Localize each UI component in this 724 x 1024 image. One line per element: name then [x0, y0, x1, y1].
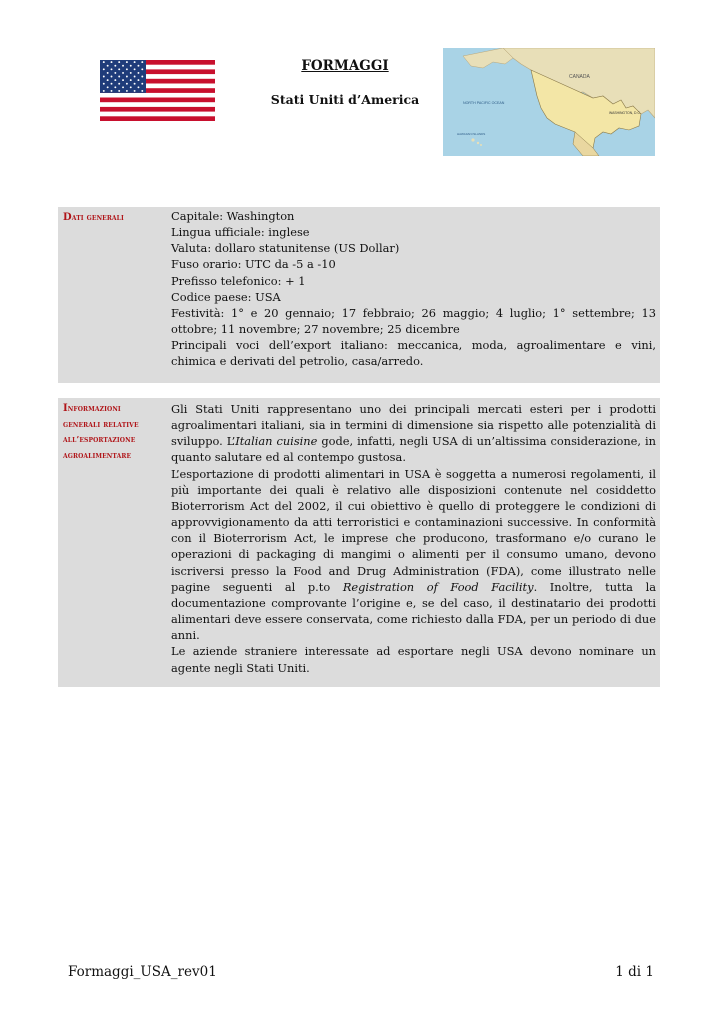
- flag-star: [130, 79, 132, 81]
- flag-star: [103, 76, 105, 78]
- page-number: 1 di 1: [615, 964, 654, 980]
- export-info-label: [58, 398, 164, 687]
- export-info-label-text: nformazioni generali relative all’esportazione agroalimentare: [63, 403, 139, 460]
- paragraph-text: L’esportazione di prodotti alimentari in USA è soggetta a numerosi regolamenti, il più importante dei quali è relativo alle disposizioni contenute nel cosiddetto Bioterrorism Act del 2002, il cui obiettivo è quello di proteggere le condizioni di approvvigionamento da atti terroristici e contaminazioni successive. In conformità con il Bioterrorism Act, le imprese che producono, trasformano e/o curano le operazioni di packaging di mangimi o alimenti per il consumo umano, devono iscriversi presso la Food and Drug Administration (FDA), come illustrato nelle pagine seguenti al p.to: [171, 466, 656, 594]
- map-label-hawaii: HAWAIIAN ISLANDS: [457, 132, 486, 136]
- flag-star: [111, 90, 113, 92]
- flag-star: [114, 65, 116, 67]
- flag-star: [118, 61, 120, 63]
- flag-star: [141, 90, 143, 92]
- flag-star: [122, 79, 124, 81]
- flag-star: [107, 65, 109, 67]
- flag-star: [138, 86, 140, 88]
- document-subtitle: Stati Uniti d’America: [270, 92, 420, 107]
- export-items-line: Principali voci dell’export italiano: meccanica, moda, agroalimentare e vini, chimica e derivati del petrolio, casa/arredo.: [171, 338, 656, 369]
- flag-star: [141, 76, 143, 78]
- paragraph-text: Gli Stati Uniti rappresentano uno dei principali mercati esteri per i prodotti agroalimentari italiani, sia in termini di dimensione sia rispetto alle potenzialità di sviluppo. L’: [171, 402, 656, 449]
- flag-star: [103, 68, 105, 70]
- export-paragraph-2: [171, 466, 656, 644]
- flag-star: [134, 76, 136, 78]
- flag-star: [118, 76, 120, 78]
- flag-star: [118, 90, 120, 92]
- flag-star: [114, 86, 116, 88]
- flag-star: [118, 68, 120, 70]
- flag-star: [130, 65, 132, 67]
- flag-star: [122, 72, 124, 74]
- holidays-line: Festività: 1° e 20 gennaio; 17 febbraio; 26 maggio; 4 luglio; 1° settembre; 13 ottobre; 11 novembre; 27 novembre; 25 dicembre: [171, 305, 656, 337]
- registration-reference: Registration of Food Facility: [342, 579, 534, 594]
- flag-star: [103, 90, 105, 92]
- country-code-line: Codice paese: USA: [171, 289, 281, 304]
- map-label-ocean: NORTH PACIFIC OCEAN: [463, 101, 505, 105]
- flag-star: [138, 79, 140, 81]
- flag-star: [122, 86, 124, 88]
- us-flag-icon: [100, 60, 215, 121]
- flag-star: [103, 61, 105, 63]
- flag-star: [111, 76, 113, 78]
- flag-star: [134, 90, 136, 92]
- paragraph-text: gode, infatti, negli USA di un’altissima considerazione, in quanto salutare ed al contempo gustosa.: [171, 434, 657, 465]
- map-label-washington: WASHINGTON, D.C.: [609, 111, 641, 115]
- export-info-label-initial: I: [63, 403, 68, 414]
- flag-star: [103, 83, 105, 85]
- phone-prefix-line: Prefisso telefonico: + 1: [171, 273, 306, 288]
- flag-star: [107, 86, 109, 88]
- flag-star: [114, 72, 116, 74]
- document-id: Formaggi_USA_rev01: [68, 964, 217, 980]
- general-data-label-text: ati generali: [71, 212, 124, 222]
- flag-star: [141, 68, 143, 70]
- flag-star: [126, 76, 128, 78]
- flag-star: [111, 68, 113, 70]
- currency-line: Valuta: dollaro statunitense (US Dollar): [171, 241, 400, 256]
- flag-star: [138, 72, 140, 74]
- flag-star: [126, 90, 128, 92]
- document-title: FORMAGGI: [301, 58, 389, 74]
- flag-star: [111, 83, 113, 85]
- flag-star: [126, 61, 128, 63]
- flag-star: [126, 68, 128, 70]
- flag-star: [126, 83, 128, 85]
- paragraph-text: . Inoltre, tutta la documentazione comprovante l’origine e, se del caso, il destinatario dei prodotti alimentari deve essere conservata, come richiesto dalla FDA, per un periodo di due anni.: [171, 579, 657, 643]
- flag-star: [141, 61, 143, 63]
- north-america-map: [443, 48, 655, 156]
- flag-star: [130, 72, 132, 74]
- flag-star: [111, 61, 113, 63]
- general-data-section: [58, 207, 660, 383]
- flag-star: [141, 83, 143, 85]
- flag-star: [122, 65, 124, 67]
- export-info-body: [164, 398, 660, 687]
- italian-cuisine-term: Italian cuisine: [235, 434, 318, 449]
- flag-star: [134, 61, 136, 63]
- export-paragraph-3: Le aziende straniere interessate ad esportare negli USA devono nominare un agente negli Stati Uniti.: [171, 644, 656, 675]
- flag-star: [134, 83, 136, 85]
- general-data-body: [164, 207, 660, 383]
- flag-star: [138, 65, 140, 67]
- flag-star: [107, 79, 109, 81]
- flag-star: [107, 72, 109, 74]
- export-paragraph-1: [171, 401, 656, 466]
- map-label-canada: CANADA: [569, 74, 590, 80]
- export-info-section: [58, 398, 660, 687]
- language-line: Lingua ufficiale: inglese: [171, 225, 310, 240]
- general-data-label-initial: D: [63, 212, 72, 223]
- flag-star: [134, 68, 136, 70]
- flag-star: [130, 86, 132, 88]
- capital-line: Capitale: Washington: [171, 209, 295, 223]
- flag-star: [118, 83, 120, 85]
- timezone-line: Fuso orario: UTC da -5 a -10: [171, 257, 336, 272]
- general-data-label: [58, 207, 164, 383]
- flag-star: [114, 79, 116, 81]
